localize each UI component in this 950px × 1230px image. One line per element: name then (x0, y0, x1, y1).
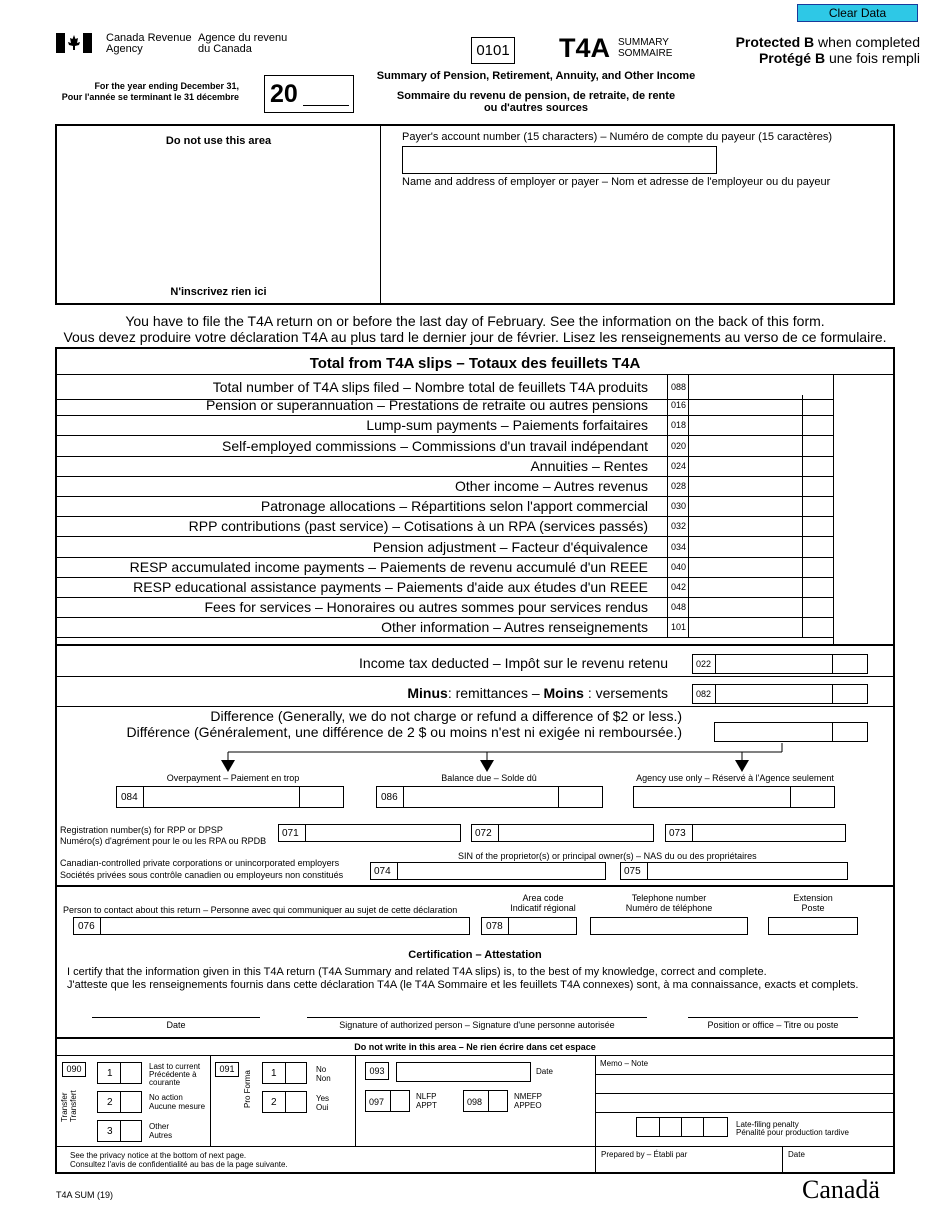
totals-row-label: Patronage allocations – Répartitions selon l'apport commercial (260, 498, 648, 514)
telephone-field[interactable] (590, 917, 748, 935)
difference-label-en: Difference (Generally, we do not charge or refund a difference of $2 or less.) (210, 708, 682, 724)
summary-en: SUMMARY (618, 37, 669, 48)
telephone-label-en: Telephone number (631, 893, 707, 903)
extension-field[interactable] (768, 917, 858, 935)
difference-field[interactable] (714, 722, 868, 742)
outcome-arrows-icon (0, 740, 950, 776)
nmefp-label: NMEFP (514, 1092, 542, 1101)
transfer-label: Transfer Transfert (60, 1090, 78, 1122)
registration-code-071: 071 (282, 828, 299, 839)
form-code-box: 0101 (471, 37, 515, 64)
overpayment-label: Overpayment – Paiement en trop (166, 773, 300, 783)
account-number-label: Payer's account number (15 characters) – Numéro de compte du payeur (15 caractères) (402, 131, 833, 143)
totals-row-code: 016 (671, 400, 687, 410)
certification-title: Certification – Attestation (408, 949, 542, 961)
totals-row-code-cell (667, 436, 689, 456)
totals-row-code-cell (667, 597, 689, 617)
totals-row-amount-field[interactable] (689, 395, 833, 415)
totals-row-code: 040 (671, 562, 687, 572)
totals-row (57, 476, 833, 496)
overpayment-code: 084 (121, 792, 138, 803)
protected-b-label: Protected B when completed (735, 34, 920, 50)
registration-code-072: 072 (475, 828, 492, 839)
totals-row-code-cell (667, 476, 689, 496)
signature-label: Signature of authorized person – Signature d'une personne autorisée (339, 1020, 615, 1030)
pro-forma-label: Pro Forma (243, 1070, 252, 1108)
balance-due-code: 086 (381, 792, 398, 803)
income-tax-label: Income tax deducted – Impôt sur le revenu retenu (359, 655, 668, 671)
late-filing-penalty-field[interactable] (636, 1117, 728, 1137)
balance-due-field[interactable] (376, 786, 603, 808)
prepared-date-label: Date (788, 1150, 805, 1159)
totals-row-label: Annuities – Rentes (530, 458, 648, 474)
title-en: Summary of Pension, Retirement, Annuity, and Other Income (376, 70, 696, 82)
filing-notice-fr: Vous devez produire votre déclaration T4A au plus tard le dernier jour de février. Lisez les renseignements au verso de ce formulaire. (63, 329, 887, 345)
registration-label-fr: Numéro(s) d'agrément pour le ou les RPA ou RPDB (60, 836, 267, 846)
transfer-option-3-num: 3 (107, 1126, 113, 1137)
area-code-label-en: Area code (522, 893, 564, 903)
totals-row-code-cell (667, 395, 689, 415)
totals-row-code-cell (667, 456, 689, 476)
year-label-fr: Pour l'année se terminant le 31 décembre (61, 92, 239, 102)
totals-row (57, 617, 833, 637)
totals-row (57, 415, 833, 435)
pro-forma-option-1-num: 1 (271, 1068, 277, 1079)
sin-code-075: 075 (624, 866, 641, 877)
totals-row-amount-field[interactable] (689, 577, 833, 597)
totals-row-amount-field[interactable] (689, 415, 833, 435)
late-filing-label-en: Late-filing penalty (736, 1120, 799, 1129)
contact-person-code: 076 (78, 921, 95, 932)
totals-row (57, 436, 833, 456)
privacy-notice-en: See the privacy notice at the bottom of next page. (70, 1151, 247, 1160)
totals-row-label: Self-employed commissions – Commissions d'un travail indépendant (222, 438, 648, 454)
position-label: Position or office – Titre ou poste (707, 1020, 839, 1030)
totals-row-code: 034 (671, 542, 687, 552)
totals-row (57, 577, 833, 597)
totals-row (57, 516, 833, 536)
summary-fr: SOMMAIRE (618, 48, 673, 59)
memo-label: Memo – Note (600, 1059, 649, 1068)
name-address-field[interactable] (402, 190, 882, 298)
totals-row-amount-field[interactable] (689, 496, 833, 516)
sin-field-074[interactable] (370, 862, 606, 880)
registration-field-073[interactable] (665, 824, 846, 842)
totals-row-label: Pension or superannuation – Prestations de retraite ou autres pensions (205, 397, 648, 413)
ccpc-label-en: Canadian-controlled private corporations or unincorporated employers (60, 858, 340, 868)
remittances-code: 082 (696, 689, 712, 699)
name-address-label: Name and address of employer or payer – Nom et adresse de l'employeur ou du payeur (402, 176, 831, 188)
totals-row (57, 537, 833, 557)
totals-row-divider (57, 637, 833, 638)
ninscrivez-label: N'inscrivez rien ici (170, 286, 267, 298)
registration-field-071[interactable] (278, 824, 461, 842)
registration-label-en: Registration number(s) for RPP or DPSP (60, 825, 223, 835)
totals-row-label: Other information – Autres renseignements (381, 619, 648, 635)
remittances-field[interactable] (692, 684, 868, 704)
year-prefix: 20 (270, 80, 298, 108)
canada-wordmark: Canadä (802, 1175, 880, 1204)
area-code-code: 078 (486, 921, 503, 932)
totals-row-amount-field[interactable] (689, 456, 833, 476)
sin-code-074: 074 (374, 866, 391, 877)
totals-row-amount-field[interactable] (689, 557, 833, 577)
totals-row-label: Pension adjustment – Facteur d'équivalence (372, 539, 648, 555)
totals-row-code-cell (667, 617, 689, 637)
totals-row-code: 030 (671, 501, 687, 511)
form-id: T4A SUM (19) (56, 1190, 114, 1200)
filing-notice-en: You have to file the T4A return on or before the last day of February. See the information on the back of this form. (125, 313, 825, 329)
minus-remittances-label: Minus: remittances – Moins : versements (407, 685, 668, 701)
canada-flag-icon (56, 33, 92, 53)
transfer-option-3[interactable] (97, 1120, 142, 1142)
totals-row-label: RESP accumulated income payments – Paiements de revenu accumulé d'un REEE (129, 559, 648, 575)
code-098: 098 (467, 1097, 483, 1107)
sin-label: SIN of the proprietor(s) or principal owner(s) – NAS du ou des propriétaires (458, 851, 757, 861)
year-label-en: For the year ending December 31, (94, 81, 239, 91)
totals-row-amount-field[interactable] (689, 597, 833, 617)
totals-row-label: RPP contributions (past service) – Cotisations à un RPA (services passés) (188, 518, 648, 534)
totals-row-code-cell (667, 557, 689, 577)
totals-row-code-cell (667, 415, 689, 435)
code-093: 093 (365, 1062, 389, 1080)
totals-row-code-cell (667, 537, 689, 557)
registration-code-073: 073 (669, 828, 686, 839)
area-code-field[interactable] (481, 917, 577, 935)
totals-row-amount-field[interactable] (689, 516, 833, 536)
balance-due-label: Balance due – Solde dû (441, 773, 537, 783)
agency-name-en-2: Agency (106, 43, 143, 55)
agency-name-fr-1: Agence du revenu (198, 32, 288, 44)
transfer-option-2-num: 2 (107, 1097, 113, 1108)
office-date-field[interactable] (396, 1062, 531, 1082)
totals-row-code: 020 (671, 441, 687, 451)
totals-row (57, 597, 833, 617)
transfer-option-3-en: Other (149, 1122, 170, 1131)
agency-name-en-1: Canada Revenue (106, 32, 192, 44)
totals-row-code-cell (667, 577, 689, 597)
telephone-label-fr: Numéro de téléphone (625, 903, 713, 913)
pro-forma-option-2[interactable] (262, 1091, 307, 1113)
totals-row-label: Fees for services – Honoraires ou autres sommes pour services rendus (204, 599, 648, 615)
nlfp-field[interactable] (365, 1090, 410, 1112)
pro-forma-option-1[interactable] (262, 1062, 307, 1084)
transfer-option-1[interactable] (97, 1062, 142, 1084)
pro-forma-option-2-num: 2 (271, 1097, 277, 1108)
totals-row-code: 048 (671, 602, 687, 612)
extension-label-fr: Poste (801, 903, 825, 913)
transfer-option-2-en: No action (149, 1093, 183, 1102)
appeo-label: APPEO (514, 1101, 542, 1110)
overpayment-field[interactable] (116, 786, 344, 808)
extension-label-en: Extension (793, 893, 833, 903)
pro-forma-no-en: No (316, 1065, 327, 1074)
totals-row (57, 557, 833, 577)
certification-text-fr: J'atteste que les renseignements fournis dans cette déclaration T4A (le T4A Sommaire et les feuillets T4A connexes) sont, à ma connaissance, exacts et complets. (67, 979, 859, 991)
office-date-label: Date (536, 1067, 553, 1076)
agency-use-field (633, 786, 835, 808)
totals-row-amount-field[interactable] (689, 476, 833, 496)
certification-text-en: I certify that the information given in this T4A return (T4A Summary and related T4A slips) is, to the best of my knowledge, correct and complete. (67, 966, 767, 978)
office-use-title: Do not write in this area – Ne rien écrire dans cet espace (354, 1042, 596, 1052)
account-number-field[interactable] (402, 146, 717, 174)
payer-info-section (55, 124, 895, 305)
nlfp-label: NLFP (416, 1092, 437, 1101)
totals-row-code: 042 (671, 582, 687, 592)
contact-person-field[interactable] (73, 917, 470, 935)
totals-row-label: RESP educational assistance payments – Paiements d'aide aux études d'un REEE (133, 579, 648, 595)
agency-use-label: Agency use only – Réservé à l'Agence seulement (636, 773, 834, 783)
code-097: 097 (369, 1097, 385, 1107)
totals-row-amount-field[interactable] (689, 537, 833, 557)
nmefp-field[interactable] (463, 1090, 508, 1112)
income-tax-field[interactable] (692, 654, 868, 674)
protege-b-label: Protégé B une fois rempli (758, 50, 920, 66)
pro-forma-yes-fr: Oui (316, 1103, 329, 1112)
transfer-option-2-fr: Aucune mesure (149, 1102, 206, 1111)
pro-forma-no-fr: Non (316, 1074, 331, 1083)
position-field[interactable] (688, 1000, 858, 1017)
year-box[interactable] (264, 75, 354, 113)
contact-person-label: Person to contact about this return – Personne avec qui communiquer au sujet de cette déclaration (63, 905, 458, 915)
date-field[interactable] (92, 1000, 260, 1017)
title-fr-1: Sommaire du revenu de pension, de retraite, de rente (396, 90, 676, 102)
totals-row-code: 028 (671, 481, 687, 491)
totals-row-code: 101 (671, 622, 687, 632)
totals-row-label: Other income – Autres revenus (455, 478, 648, 494)
transfer-option-1-num: 1 (107, 1068, 113, 1079)
totals-row (57, 496, 833, 516)
late-filing-label-fr: Pénalité pour production tardive (736, 1128, 849, 1137)
code-090: 090 (62, 1062, 86, 1077)
pro-forma-yes-en: Yes (316, 1094, 330, 1103)
totals-row-amount-field[interactable] (689, 436, 833, 456)
do-not-use-label: Do not use this area (165, 135, 272, 147)
totals-row-code-cell (667, 496, 689, 516)
transfer-option-1-fr-2: courante (149, 1078, 181, 1087)
privacy-notice-fr: Consultez l'avis de confidentialité au bas de la page suivante. (70, 1160, 288, 1169)
form-name: T4A (559, 33, 611, 63)
totals-row-code: 024 (671, 461, 687, 471)
agency-name-fr-2: du Canada (198, 43, 252, 55)
ccpc-label-fr: Sociétés privées sous contrôle canadien ou employeurs non constitués (60, 870, 344, 880)
totals-row-amount-field[interactable] (689, 617, 833, 637)
totals-row (57, 456, 833, 476)
area-code-label-fr: Indicatif régional (510, 903, 576, 913)
totals-row-code: 088 (671, 382, 687, 392)
sin-field-075[interactable] (620, 862, 848, 880)
prepared-by-label: Prepared by – Établi par (601, 1150, 688, 1159)
signature-field[interactable] (307, 1000, 647, 1017)
transfer-option-3-fr: Autres (149, 1131, 173, 1140)
registration-field-072[interactable] (471, 824, 654, 842)
totals-row (57, 395, 833, 415)
difference-label-fr: Différence (Généralement, une différence de 2 $ ou moins n'est ni exigée ni remboursée.) (126, 724, 682, 740)
transfer-option-1-fr-1: Précédente à (149, 1070, 197, 1079)
totals-row-code-cell (667, 516, 689, 536)
title-fr-2: ou d'autres sources (483, 102, 589, 114)
income-tax-code: 022 (696, 659, 712, 669)
totals-row-code: 018 (671, 420, 687, 430)
appt-label: APPT (416, 1101, 437, 1110)
date-label: Date (166, 1020, 186, 1030)
transfer-option-1-en: Last to current (149, 1062, 201, 1071)
totals-row-code: 032 (671, 521, 687, 531)
totals-row-label: Total number of T4A slips filed – Nombre total de feuillets T4A produits (212, 379, 648, 395)
totals-row-label: Lump-sum payments – Paiements forfaitaires (366, 417, 648, 433)
code-091: 091 (215, 1062, 239, 1077)
clear-data-button[interactable]: Clear Data (797, 4, 918, 22)
transfer-option-2[interactable] (97, 1091, 142, 1113)
totals-title: Total from T4A slips – Totaux des feuillets T4A (309, 355, 641, 372)
